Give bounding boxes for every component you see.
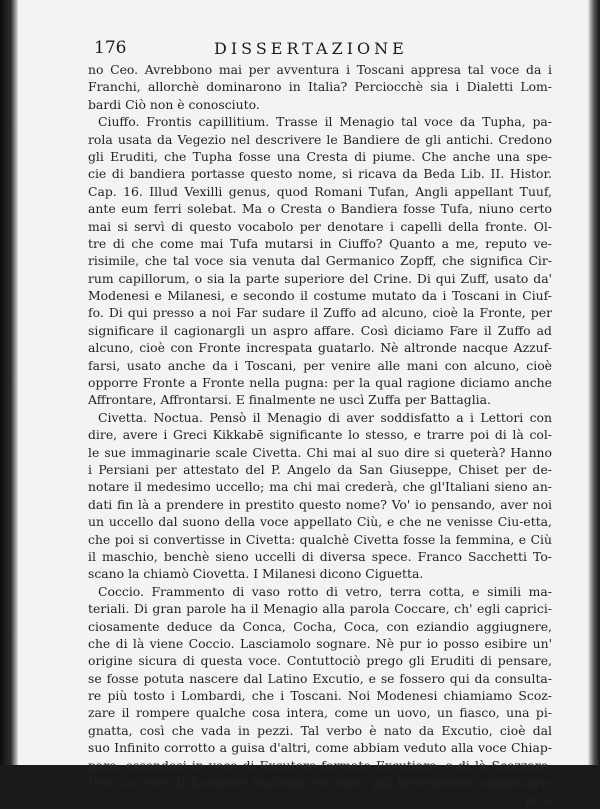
text-line: notare il medesimo uccello; ma chi mai crederà, che gl'Italiani sieno an-: [88, 479, 552, 495]
text-line: gli Eruditi, che Tupha fosse una Cresta di piume. Che anche una spe-: [88, 148, 552, 164]
text-line: teriali. Di gran parole ha il Menagio alla parola Coccare, ch' egli caprici-: [88, 601, 552, 617]
text-line: Però in vece di Excutere nucleum ex nuce, più brevemente cominciaro-: [88, 775, 552, 791]
text-line: no a: [525, 792, 552, 808]
text-line: ante eum ferri solebat. Ma o Cresta o Bandiera fosse Tufa, niuno certo: [88, 201, 552, 217]
text-line: tre di che come mai Tufa mutarsi in Ciuffo? Quanto a me, reputo ve-: [88, 235, 552, 251]
text-line: pare, essendosi in vece di Excutere formato Excutiare, e di là Scozzare.: [88, 757, 552, 773]
text-line: mai si servì di questo vocabolo per denotare i capelli della fronte. Ol-: [88, 218, 552, 234]
text-line: il maschio, benchè sieno uccelli di diversa spece. Franco Sacchetti To-: [88, 548, 552, 564]
text-line: se fosse potuta nascere dal Latino Excutio, e se fossero qui da consulta-: [88, 670, 552, 686]
text-line: dati fin là a prendere in prestito questo nome? Vo' io pensando, aver noi: [88, 496, 552, 512]
body-text: [88, 61, 552, 809]
text-line: che di là viene Coccio. Lasciamolo sognare. Nè pur io posso esibire un': [88, 635, 552, 651]
text-line: significare il cagionargli un aspro affare. Così diciamo Fare il Zuffo ad: [88, 322, 552, 338]
text-line: ciosamente deduce da Conca, Cocha, Coca, con eziandio aggiugnere,: [88, 618, 552, 634]
text-line: zare il rompere qualche cosa intera, come un uovo, un fiasco, una pi-: [88, 705, 552, 721]
text-line: no Ceo. Avrebbono mai per avventura i Toscani appresa tal voce da i: [88, 62, 552, 77]
text-line: che poi si convertisse in Civetta: qualchè Civetta fosse la femmina, e Ciù: [88, 531, 552, 547]
text-line: cie di bandiera portasse questo nome, si ricava da Beda Lib. II. Histor.: [88, 166, 552, 182]
text-line: un uccello dal suono della voce appellato Ciù, e che ne venisse Ciu-etta,: [88, 514, 552, 530]
text-line: alcuno, cioè con Fronte increspata guatarlo. Nè altronde nacque Azzuf-: [88, 340, 552, 356]
text-line: fo. Di qui presso a noi Far sudare il Zuffo ad alcuno, cioè la Fronte, per: [88, 305, 552, 321]
text-line: suo Infinito corrotto a guisa d'altri, come abbiam veduto alla voce Chiap-: [88, 740, 552, 756]
text-line: scano la chiamò Ciovetta. I Milanesi dicono Ciguetta.: [88, 566, 424, 582]
text-line: i Persiani per attestato del P. Angelo da San Giuseppe, Chiset per de-: [88, 461, 552, 477]
text-line: re più tosto i Lombardi, che i Toscani. Noi Modenesi chiamiamo Scoz-: [88, 688, 552, 704]
text-line: Ciuffo. Frontis capillitium. Trasse il Menagio tal voce da Tupha, pa-: [98, 114, 552, 130]
text-line: Franchi, allorchè dominarono in Italia? Perciocchè sia i Dialetti Lom-: [88, 79, 552, 95]
text-line: bardi Ciò non è conosciuto.: [88, 96, 260, 112]
text-line: dire, avere i Greci Kikkabē significante lo stesso, e trarre poi di là col-: [88, 427, 552, 443]
text-line: origine sicura di questa voce. Contuttociò prego gli Eruditi di pensare,: [88, 653, 552, 669]
text-line: gnatta, così che vada in pezzi. Tal verbo è nato da Excutio, cioè dal: [88, 722, 552, 738]
page-number: 176: [94, 38, 127, 58]
text-line: farsi, usato anche da i Toscani, per venire alle mani con alcuno, cioè: [88, 357, 552, 373]
text-line: Civetta. Noctua. Pensò il Menagio di aver soddisfatto a i Lettori con: [98, 409, 552, 425]
running-head: DISSERTAZIONE: [214, 39, 408, 58]
text-line: Affrontare, Affrontarsi. E finalmente ne uscì Zuffa per Battaglia.: [88, 392, 491, 408]
text-line: Coccio. Frammento di vaso rotto di vetro, terra cotta, e simili ma-: [98, 583, 552, 599]
text-line: opporre Fronte a Fronte nella pugna: per la qual ragione diciamo anche: [88, 375, 552, 391]
text-line: rola usata da Vegezio nel descrivere le Bandiere de gli antichi. Credono: [88, 131, 552, 147]
text-line: risimile, che tal voce sia venuta dal Germanico Zopff, che significa Cir-: [88, 253, 552, 269]
text-line: rum capillorum, o sia la parte superiore del Crine. Di qui Zuff, usato da': [88, 270, 552, 286]
text-line: Cap. 16. Illud Vexilli genus, quod Romani Tufan, Angli appellant Tuuf,: [88, 183, 552, 199]
page-header: [94, 38, 564, 62]
text-line: le sue immaginarie scale Civetta. Chi mai al suo dire si queterà? Hanno: [88, 444, 552, 460]
text-line: Modenesi e Milanesi, e secondo il costume mutato da i Toscani in Ciuf-: [88, 288, 552, 304]
